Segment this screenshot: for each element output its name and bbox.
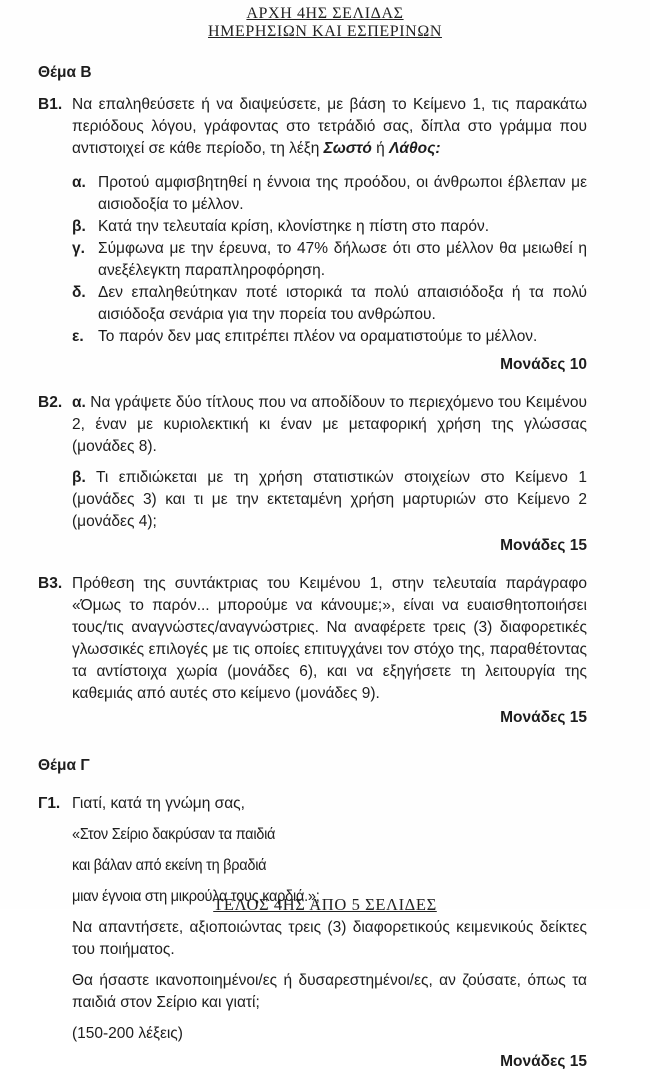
b1-item-b-label: β. [72, 218, 86, 235]
c1-paragraph-1: Να απαντήσετε, αξιοποιώντας τρεις (3) διαφορετικούς κειμενικούς δείκτες του ποιήματος. [72, 919, 587, 958]
c1-poem-line-1: «Στον Σείριο δακρύσαν τα παιδιά [72, 826, 276, 843]
question-b1 [38, 94, 587, 376]
question-b3-label: Β3. [38, 575, 63, 592]
b2-part-b-label: β. [72, 469, 86, 486]
b1-item-c [72, 238, 587, 282]
b1-item-d-text: Δεν επαληθεύτηκαν ποτέ ιστορικά τα πολύ απαισιόδοξα ή τα πολύ αισιόδοξα σενάρια για την πορεία του ανθρώπου. [98, 284, 587, 323]
b1-item-d-label: δ. [72, 284, 86, 301]
b2-points: Μονάδες 15 [500, 537, 587, 554]
b2-part-a-label: α. [72, 394, 86, 411]
b1-intro-mid: ή [371, 140, 390, 157]
c1-poem-line-2: και βάλαν από εκείνη τη βραδιά [72, 857, 267, 874]
b1-item-b [72, 216, 587, 238]
b1-points: Μονάδες 10 [500, 356, 587, 373]
question-c1-body [72, 793, 587, 1073]
b1-item-d [72, 282, 587, 326]
question-c1 [38, 793, 587, 1073]
b2-part-b-text: Τι επιδιώκεται με τη χρήση στατιστικών στοιχείων στο Κείμενο 1 (μονάδες 3) και τι με την εκτεταμένη χρήση μαρτυριών στο Κείμενο 2 (μονάδες 4); [72, 469, 587, 530]
b1-item-e-text: Το παρόν δεν μας επιτρέπει πλέον να οραματιστούμε το μέλλον. [98, 328, 538, 345]
page-footer [0, 895, 650, 915]
footer-text: ΤΕΛΟΣ 4ΗΣ ΑΠΟ 5 ΣΕΛΙΔΕΣ [213, 895, 437, 914]
c1-points: Μονάδες 15 [500, 1053, 587, 1070]
question-b1-intro [72, 94, 587, 160]
b2-part-a [72, 392, 587, 458]
question-c1-label: Γ1. [38, 795, 61, 812]
b1-item-a-text: Προτού αμφισβητηθεί η έννοια της προόδου, οι άνθρωποι έβλεπαν με αισιοδοξία το μέλλον. [98, 174, 587, 213]
b1-word-sosto: Σωστό [323, 140, 372, 157]
b1-item-c-label: γ. [72, 240, 85, 257]
b1-item-e-label: ε. [72, 328, 84, 345]
b3-text: Πρόθεση της συντάκτριας του Κειμένου 1, στην τελευταία παράγραφο «Όμως το παρόν... μπορούμε να κάνουμε;», είναι να ευαισθητοποιήσει τους/τις αναγνώστες/αναγνώστριες. Να αναφέρετε τρεις (3) διαφορετικές γλωσσικές επιλογές με τις οποίες επιτυγχάνει τον στόχο της, παραθέτοντας τα αντίστοιχα χωρία (μονάδες 6), και να εξηγήσετε τη λειτουργία της καθεμιάς από αυτές στο κείμενο (μονάδες 9). [72, 575, 587, 702]
header-line-1: ΑΡΧΗ 4ΗΣ ΣΕΛΙΔΑΣ [246, 5, 404, 22]
question-b2-body [72, 392, 587, 557]
b2-part-b [72, 467, 587, 533]
b1-intro-before: Να επαληθεύσετε ή να διαψεύσετε, με βάση το Κείμενο 1, τις παρακάτω περιόδους λόγου, γράφοντας στο τετράδιό σας, δίπλα στο γράμμα που αντιστοιχεί σε κάθε περίοδο, τη λέξη [72, 96, 587, 157]
question-b3 [38, 573, 587, 729]
theme-b-title: Θέμα Β [38, 64, 92, 81]
theme-c-title: Θέμα Γ [38, 757, 90, 774]
question-b2 [38, 392, 587, 557]
c1-word-limit: (150-200 λέξεις) [72, 1025, 183, 1042]
question-b2-label: Β2. [38, 394, 63, 411]
b1-item-b-text: Κατά την τελευταία κρίση, κλονίστηκε η πίστη στο παρόν. [98, 218, 489, 235]
c1-paragraph-2: Θα ήσαστε ικανοποιημένοι/ες ή δυσαρεστημένοι/ες, αν ζούσατε, όπως τα παιδιά στον Σείριο και γιατί; [72, 972, 587, 1011]
b1-item-c-text: Σύμφωνα με την έρευνα, το 47% δήλωσε ότι στο μέλλον θα μειωθεί η ανεξέλεγκτη παραπληροφόρηση. [98, 240, 587, 279]
b1-word-lathos: Λάθος: [389, 140, 441, 157]
c1-intro: Γιατί, κατά τη γνώμη σας, [72, 795, 245, 812]
question-b1-label: Β1. [38, 96, 63, 113]
b2-part-a-text: Να γράψετε δύο τίτλους που να αποδίδουν το περιεχόμενο του Κειμένου 2, έναν με κυριολεκτική κι έναν με μεταφορική χρήση της γλώσσας (μονάδες 8). [72, 394, 587, 455]
header-line-2: ΗΜΕΡΗΣΙΩΝ ΚΑΙ ΕΣΠΕΡΙΝΩΝ [208, 23, 442, 40]
page-header [0, 0, 650, 41]
question-b1-body [72, 94, 587, 376]
b1-item-a-label: α. [72, 174, 86, 191]
question-b3-body [72, 573, 587, 729]
b1-item-e [72, 326, 587, 348]
b1-item-a [72, 172, 587, 216]
page-content [0, 62, 650, 1073]
b3-points: Μονάδες 15 [500, 709, 587, 726]
b1-statement-list [72, 172, 587, 348]
c1-poem-line-3: μιαν έγνοια στη μικρούλα τους καρδιά.»; [72, 888, 320, 905]
